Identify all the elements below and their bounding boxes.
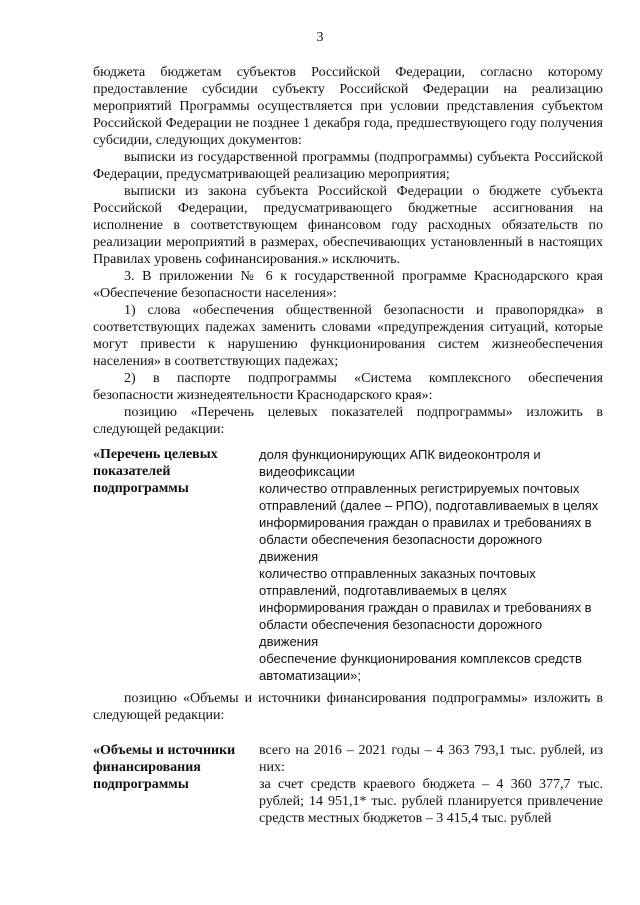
list-item: количество отправленных заказных почтовых отправлений, подготавливаемых в целях информирования граждан о правилах и требованиях в области обеспечения безопасности дорожного движения xyxy=(259,566,592,649)
paragraph: позицию «Перечень целевых показателей подпрограммы» изложить в следующей редакции: xyxy=(93,405,603,437)
row-label: «Объемы и источники финансирования подпрограммы xyxy=(93,743,236,792)
list-item: обеспечение функционирования комплексов средств автоматизации»; xyxy=(259,651,582,683)
page-number: 3 xyxy=(316,30,324,45)
list-item: количество отправленных регистрируемых почтовых отправлений (далее – РПО), подготавливаемых в целях информирования граждан о правилах и требованиях в области обеспечения безопасности дорожного движения xyxy=(259,481,599,564)
row-content xyxy=(259,742,603,827)
list-item: доля функционирующих АПК видеоконтроля и видеофиксации xyxy=(259,447,541,479)
text-line: за счет средств краевого бюджета – 4 360 377,7 тыс. рублей; 14 951,1* тыс. рублей планируется привлечение средств местных бюджетов – 3 415,4 тыс. рублей xyxy=(259,777,603,826)
table-row xyxy=(93,446,603,684)
paragraph: 3. В приложении № 6 к государственной программе Краснодарского края «Обеспечение безопасности населения»: xyxy=(93,269,603,301)
paragraph: выписки из государственной программы (подпрограммы) субъекта Российской Федерации, предусматривающей реализацию мероприятия; xyxy=(93,150,603,182)
paragraph: 1) слова «обеспечения общественной безопасности и правопорядка» в соответствующих падежах заменить словами «предупреждения ситуаций, которые могут привести к нарушению функционирования систем жизнеобеспечения населения» в соответствующих падежах; xyxy=(93,303,603,369)
table-row xyxy=(93,742,603,827)
paragraph: позицию «Объемы и источники финансирования подпрограммы» изложить в следующей редакции: xyxy=(93,691,603,723)
row-content xyxy=(259,446,603,684)
text-line: всего на 2016 – 2021 годы – 4 363 793,1 тыс. рублей, из них: xyxy=(259,743,603,775)
paragraph: выписки из закона субъекта Российской Федерации о бюджете субъекта Российской Федерации, предусматривающего бюджетные ассигнования на исполнение в соответствующем финансовом году расходных обязательств по реализации мероприятий в размерах, обеспечивающих установленный в настоящих Правилах уровень софинансирования.» исключить. xyxy=(93,184,603,267)
indicators-table xyxy=(93,446,603,684)
document-body xyxy=(93,64,603,833)
financing-table xyxy=(93,742,603,827)
paragraph: бюджета бюджетам субъектов Российской Федерации, согласно которому предоставление субсидии субъекту Российской Федерации на реализацию мероприятий Программы осуществляется при условии представления субъектом Российской Федерации не позднее 1 декабря года, предшествующего году получения субсидии, следующих документов: xyxy=(93,65,603,148)
row-label: «Перечень целевых показателей подпрограммы xyxy=(93,447,218,496)
paragraph: 2) в паспорте подпрограммы «Система комплексного обеспечения безопасности жизнедеятельности Краснодарского края»: xyxy=(93,371,603,403)
